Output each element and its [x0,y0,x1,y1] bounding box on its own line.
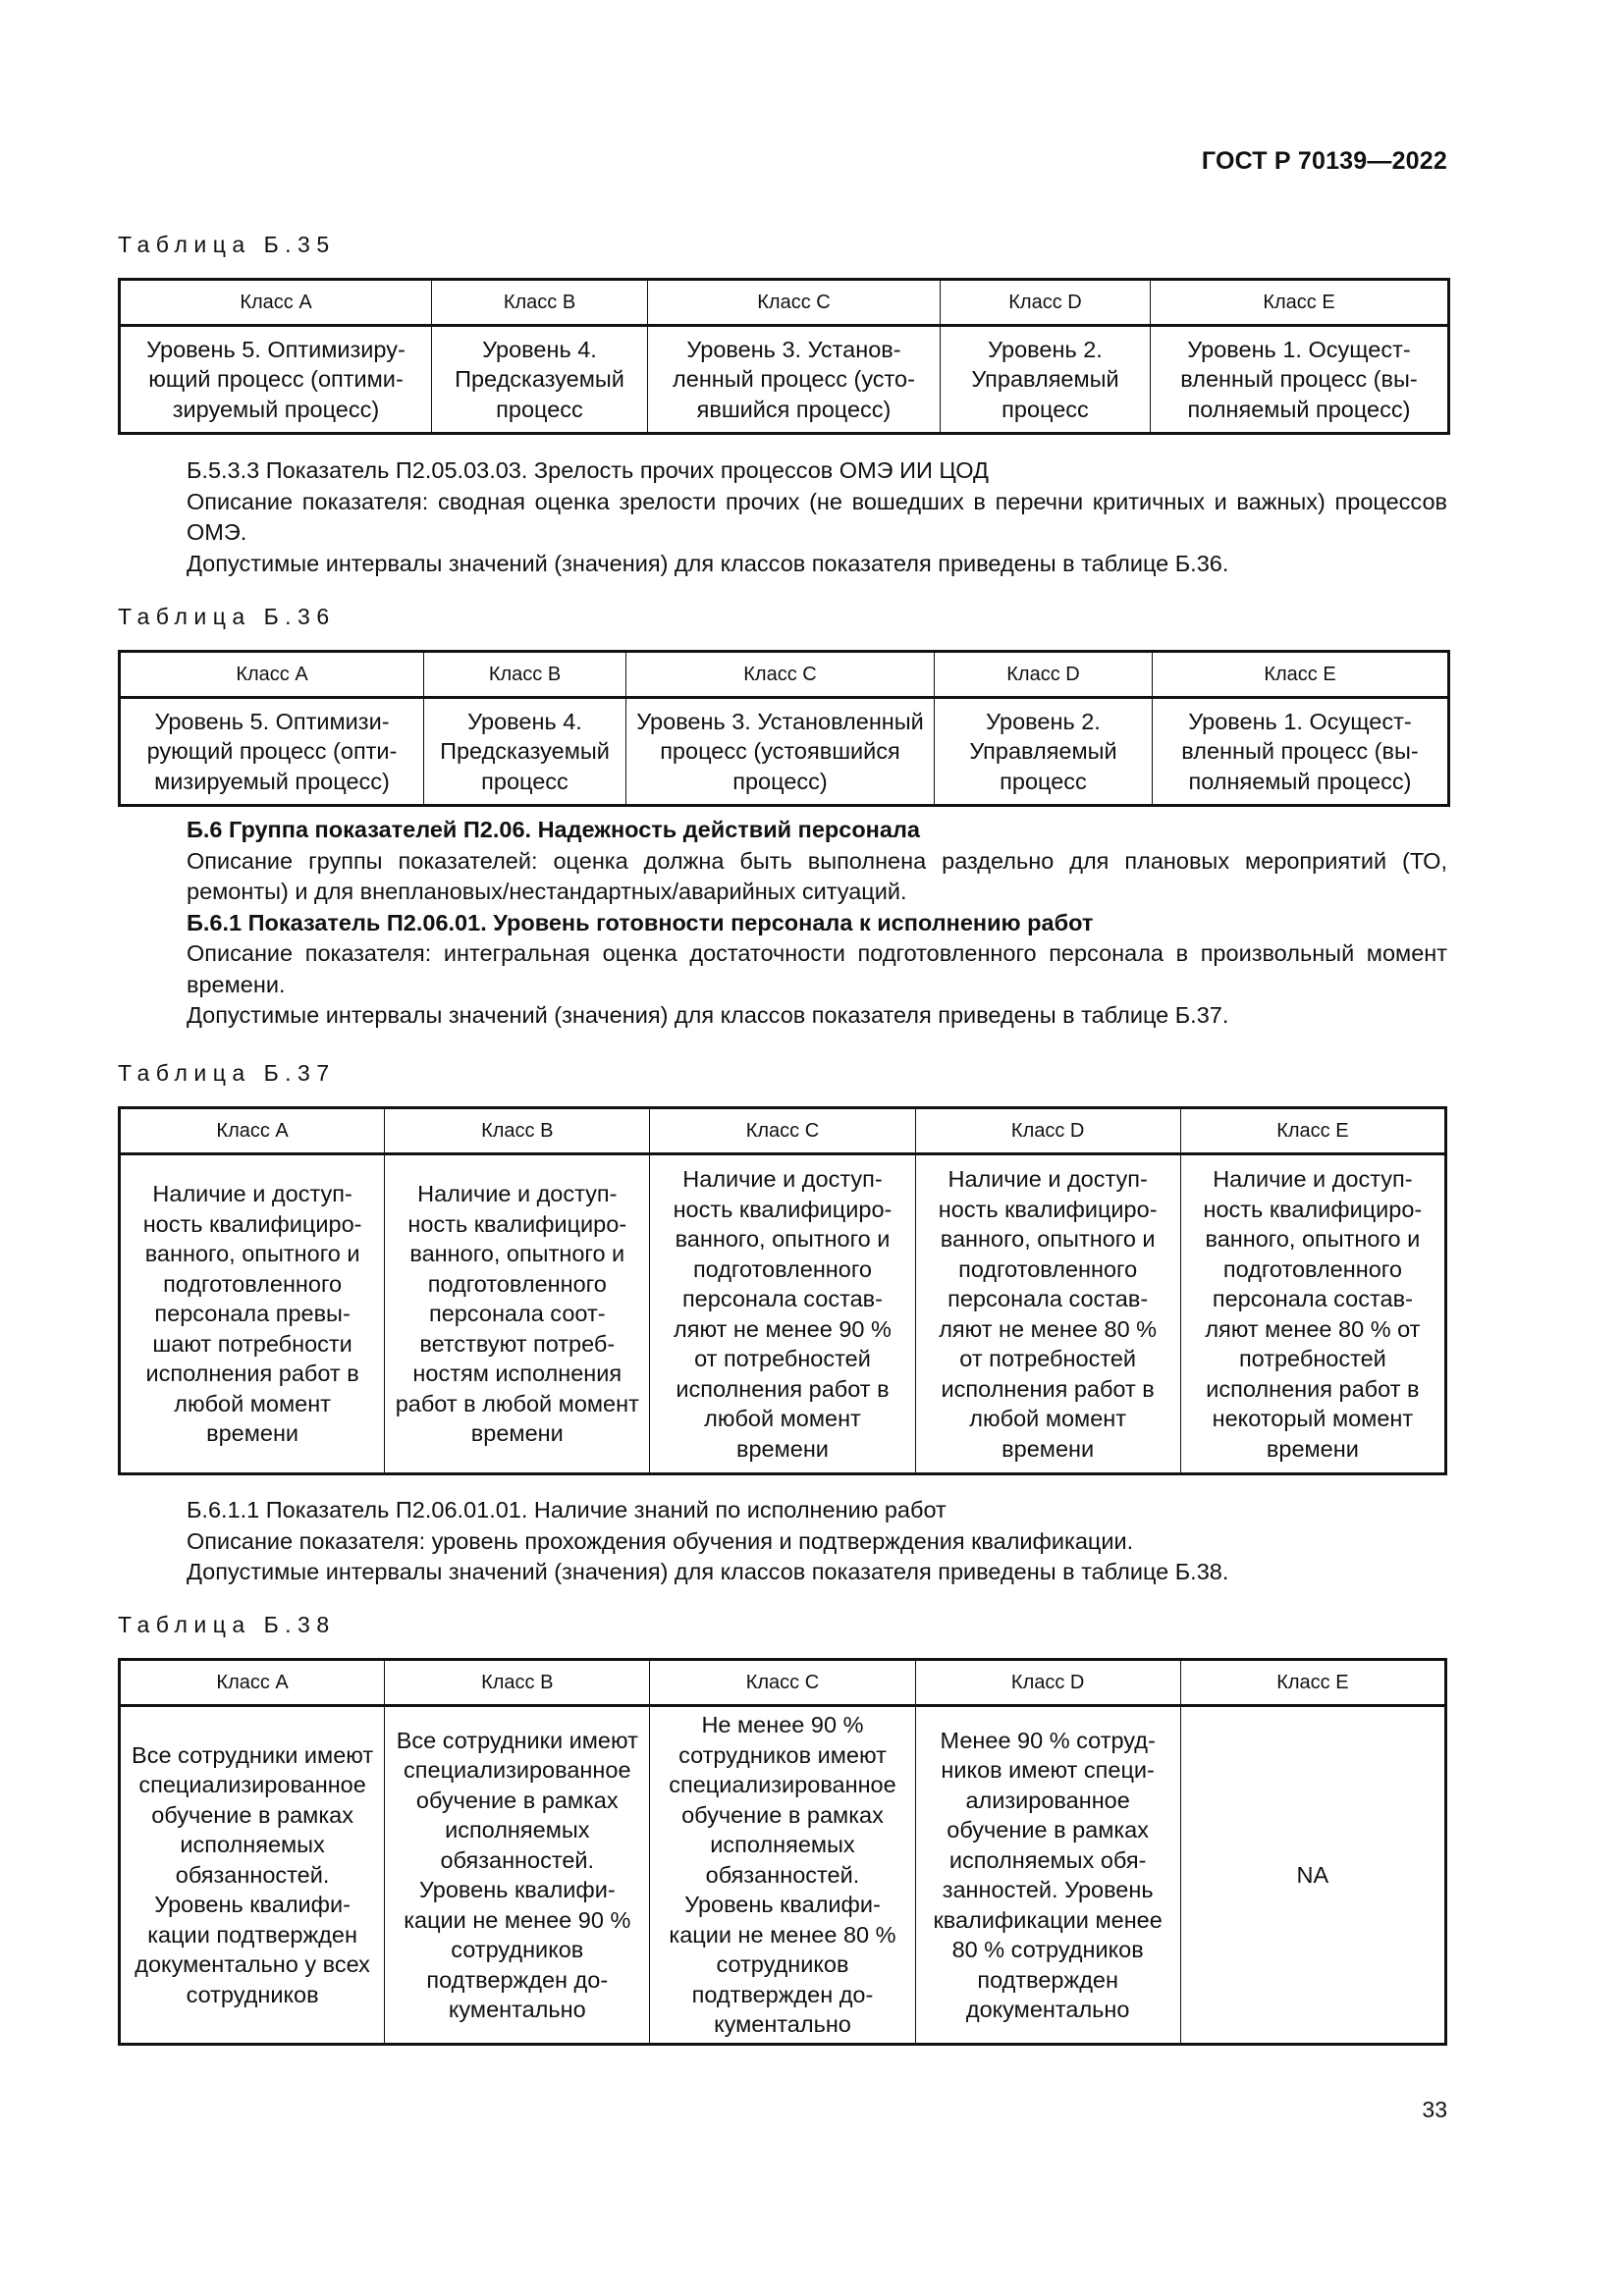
table-b37-block [118,1058,1447,1475]
header-cell: Класс A [120,1108,385,1154]
header-cell: Класс C [650,1660,915,1706]
header-cell: Класс E [1151,280,1449,326]
header-cell: Класс A [120,280,432,326]
header-cell: Класс D [941,280,1151,326]
table-b35-caption: Таблица Б.35 [118,232,336,257]
section-title: Б.6.1.1 Показатель П2.06.01.01. Наличие знаний по исполнению работ [187,1497,947,1522]
table-cell: Уровень 4. Предсказуемый процесс [432,326,648,434]
header-cell: Класс C [650,1108,915,1154]
header-cell: Класс E [1180,1660,1445,1706]
table-b35 [118,278,1450,435]
table-cell: Наличие и доступность квалифицированного, опытного и подготовленного персонала составляют не менее 80 % от потребностей исполнения работ в любой момент времени [915,1154,1180,1474]
table-cell: Не менее 90 % сотрудников имеют специализированное обучение в рамках исполняемых обязанностей. Уровень квалификации не менее 80 % сотрудников подтвержден документально [650,1706,915,2045]
table-cell: Уровень 5. Оптимизирующий процесс (оптимизируемый процесс) [120,698,424,806]
header-cell: Класс A [120,652,424,698]
section-b533 [118,455,1447,579]
header-cell: Класс E [1180,1108,1445,1154]
header-cell: Класс D [915,1108,1180,1154]
table-cell: Наличие и доступность квалифицированного, опытного и подготовленного персонала превышают потребности исполнения работ в любой момент времени [120,1154,385,1474]
table-cell: Уровень 2. Управляемый процесс [935,698,1153,806]
header-cell: Класс E [1153,652,1449,698]
table-cell: Все сотрудники имеют специализированное обучение в рамках исполняемых обязанностей. Уровень квалификации не менее 90 % сотрудников подтвержден документально [385,1706,650,2045]
header-cell: Класс B [385,1660,650,1706]
table-b38-caption: Таблица Б.38 [118,1612,336,1637]
table-cell: Уровень 2. Управляемый процесс [941,326,1151,434]
section-title: Б.5.3.3 Показатель П2.05.03.03. Зрелость прочих процессов ОМЭ ИИ ЦОД [187,457,989,483]
table-cell: Уровень 3. Установленный процесс (устоявшийся процесс) [626,698,935,806]
table-cell: Уровень 1. Осуществленный процесс (выполняемый процесс) [1153,698,1449,806]
header-cell: Класс A [120,1660,385,1706]
document-header: ГОСТ Р 70139—2022 [1201,147,1447,175]
table-b38-block [118,1610,1447,2046]
table-cell: Уровень 1. Осуществленный процесс (выполняемый процесс) [1151,326,1449,434]
header-cell: Класс C [626,652,935,698]
section-b611 [118,1495,1447,1588]
section-description: Описание показателя: уровень прохождения обучения и подтверждения квалификации. [187,1527,1134,1554]
table-cell: Уровень 3. Установленный процесс (устоявшийся процесс) [648,326,941,434]
table-cell: Наличие и доступность квалифицированного, опытного и подготовленного персонала составляют не менее 90 % от потребностей исполнения работ в любой момент времени [650,1154,915,1474]
section-intervals: Допустимые интервалы значений (значения) для классов показателя приведены в таблице Б.38. [187,1559,1229,1584]
header-cell: Класс C [648,280,941,326]
header-cell: Класс B [424,652,626,698]
section-intervals: Допустимые интервалы значений (значения) для классов показателя приведены в таблице Б.37. [187,1002,1229,1028]
header-cell: Класс B [385,1108,650,1154]
page-number: 33 [1422,2097,1447,2122]
table-cell: Уровень 5. Оптимизирующий процесс (оптимизируемый процесс) [120,326,432,434]
section-b6 [118,815,1447,1032]
table-b36-block [118,602,1447,807]
header-cell: Класс B [432,280,648,326]
section-description: Описание показателя: интегральная оценка достаточности подготовленного персонала в произвольный момент времени. [187,940,1447,997]
section-description: Описание показателя: сводная оценка зрелости прочих (не вошедших в перечни критичных и важных) процессов ОМЭ. [187,488,1447,545]
table-cell: Менее 90 % сотрудников имеют специализированное обучение в рамках исполняемых обязанностей. Уровень квалификации менее 80 % сотрудников подтвержден документально [915,1706,1180,2045]
table-cell: Все сотрудники имеют специализированное обучение в рамках исполняемых обязанностей. Уровень квалификации подтвержден документально у всех сотрудников [120,1706,385,2045]
section-description: Описание группы показателей: оценка должна быть выполнена раздельно для плановых мероприятий (ТО, ремонты) и для внеплановых/нестандартных/аварийных ситуаций. [187,847,1447,904]
section-title: Б.6.1 Показатель П2.06.01. Уровень готовности персонала к исполнению работ [187,909,1094,935]
table-b37-caption: Таблица Б.37 [118,1060,336,1086]
table-cell: Уровень 4. Предсказуемый процесс [424,698,626,806]
table-b35-block [118,230,1447,435]
table-cell: Наличие и доступность квалифицированного, опытного и подготовленного персонала составляют менее 80 % от потребностей исполнения работ в некоторый момент времени [1180,1154,1445,1474]
table-cell: Наличие и доступность квалифицированного, опытного и подготовленного персонала соответствуют потребностям исполнения работ в любой момент времени [385,1154,650,1474]
table-b38 [118,1658,1447,2046]
table-b37 [118,1106,1447,1475]
section-intervals: Допустимые интервалы значений (значения) для классов показателя приведены в таблице Б.36. [187,550,1229,576]
header-cell: Класс D [915,1660,1180,1706]
table-cell: NA [1180,1706,1445,2045]
table-b36 [118,650,1450,807]
section-title: Б.6 Группа показателей П2.06. Надежность действий персонала [187,817,920,842]
header-cell: Класс D [935,652,1153,698]
table-b36-caption: Таблица Б.36 [118,604,336,629]
